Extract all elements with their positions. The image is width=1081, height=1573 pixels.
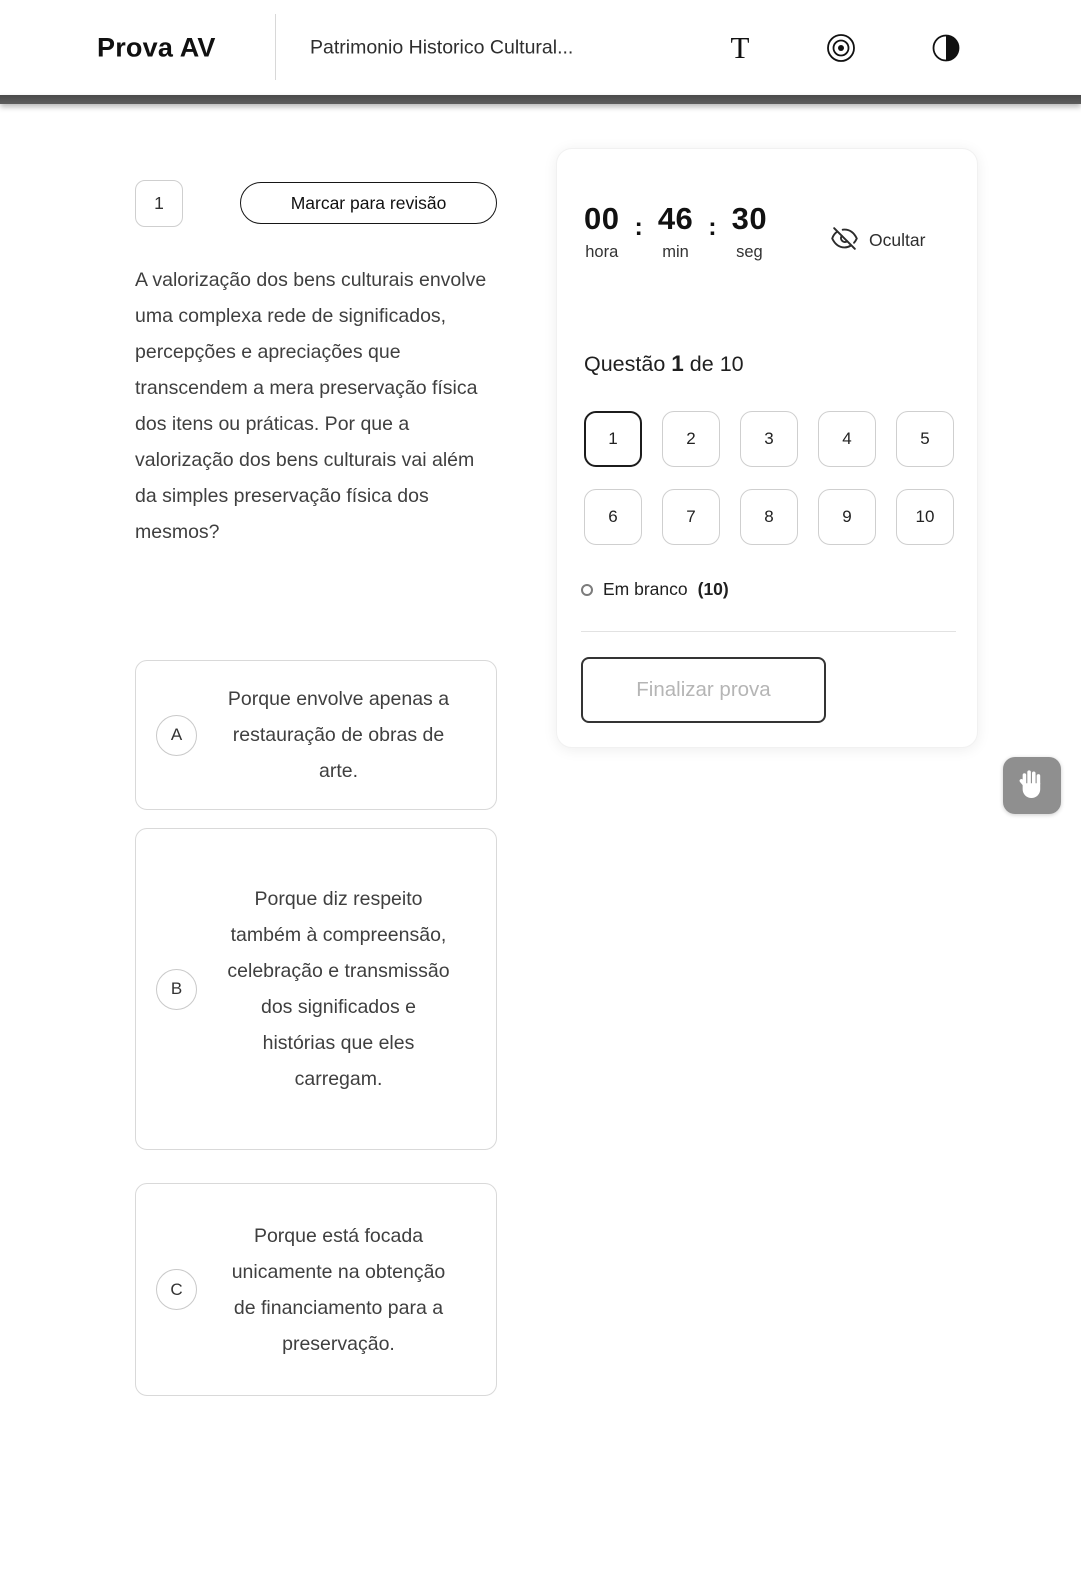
question-number-button-3[interactable]: 3 bbox=[740, 411, 798, 467]
header-divider bbox=[275, 14, 276, 80]
blank-circle-icon bbox=[581, 584, 593, 596]
option-card-a[interactable] bbox=[135, 660, 497, 810]
app-brand: Prova AV bbox=[97, 32, 216, 62]
question-number-button-1[interactable]: 1 bbox=[584, 411, 642, 467]
question-number-button-2[interactable]: 2 bbox=[662, 411, 720, 467]
hide-timer-label: Ocultar bbox=[869, 229, 926, 250]
question-number-button-8[interactable]: 8 bbox=[740, 489, 798, 545]
question-number-button-10[interactable]: 10 bbox=[896, 489, 954, 545]
blank-status bbox=[581, 579, 729, 600]
mark-review-button[interactable]: Marcar para revisão bbox=[240, 182, 497, 224]
timer bbox=[584, 201, 767, 262]
timer-minutes-label: min bbox=[662, 243, 689, 261]
panel-divider bbox=[581, 631, 956, 632]
header-shadow bbox=[0, 95, 1081, 104]
finish-exam-button[interactable]: Finalizar prova bbox=[581, 657, 826, 723]
question-number-button-6[interactable]: 6 bbox=[584, 489, 642, 545]
text-size-icon[interactable]: T bbox=[730, 29, 750, 65]
eye-off-icon bbox=[829, 223, 860, 257]
question-number-button-4[interactable]: 4 bbox=[818, 411, 876, 467]
progress-middle: de bbox=[689, 352, 714, 376]
option-card-b[interactable] bbox=[135, 828, 497, 1150]
header bbox=[0, 0, 1081, 95]
question-progress bbox=[584, 351, 744, 377]
accessibility-handtalk-button[interactable] bbox=[1003, 757, 1061, 814]
blank-label: Em branco bbox=[603, 579, 688, 599]
option-letter-a: A bbox=[156, 715, 197, 756]
timer-hours: 00 bbox=[584, 201, 620, 236]
timer-colon: : bbox=[634, 213, 643, 241]
question-number-button-9[interactable]: 9 bbox=[818, 489, 876, 545]
progress-prefix: Questão bbox=[584, 352, 666, 376]
hide-timer-button[interactable] bbox=[829, 223, 925, 257]
exam-side-panel bbox=[556, 148, 978, 748]
timer-colon: : bbox=[708, 213, 717, 241]
exam-title: Patrimonio Historico Cultural... bbox=[310, 36, 574, 58]
question-number-grid bbox=[584, 411, 954, 545]
progress-total: 10 bbox=[719, 352, 744, 376]
question-number-button-5[interactable]: 5 bbox=[896, 411, 954, 467]
question-number-badge: 1 bbox=[135, 180, 183, 227]
option-text-c: Porque está focada unicamente na obtenção de financiamento para a preservação. bbox=[231, 1224, 446, 1355]
timer-seconds: 30 bbox=[731, 201, 768, 236]
question-number-button-7[interactable]: 7 bbox=[662, 489, 720, 545]
sign-language-hand-icon bbox=[1015, 767, 1049, 804]
question-text: A valorização dos bens culturais envolve uma complexa rede de significados, percepções e apreciações que transcendem a mera preservação física dos itens ou práticas. Por que a valorização dos bens culturais vai além da simples preservação física dos mesmos? bbox=[135, 269, 487, 543]
contrast-icon[interactable] bbox=[924, 26, 968, 70]
option-text-b: Porque diz respeito também à compreensão, celebração e transmissão dos significados e histórias que eles carregam. bbox=[227, 888, 450, 1090]
focus-icon[interactable] bbox=[819, 26, 863, 70]
option-text-a: Porque envolve apenas a restauração de obras de arte. bbox=[227, 688, 450, 782]
option-letter-b: B bbox=[156, 969, 197, 1010]
blank-count: (10) bbox=[697, 579, 729, 599]
timer-hours-label: hora bbox=[585, 243, 619, 261]
timer-seconds-label: seg bbox=[736, 243, 763, 261]
timer-minutes: 46 bbox=[657, 201, 694, 236]
option-card-c[interactable] bbox=[135, 1183, 497, 1396]
progress-current: 1 bbox=[671, 351, 684, 376]
option-letter-c: C bbox=[156, 1269, 197, 1310]
